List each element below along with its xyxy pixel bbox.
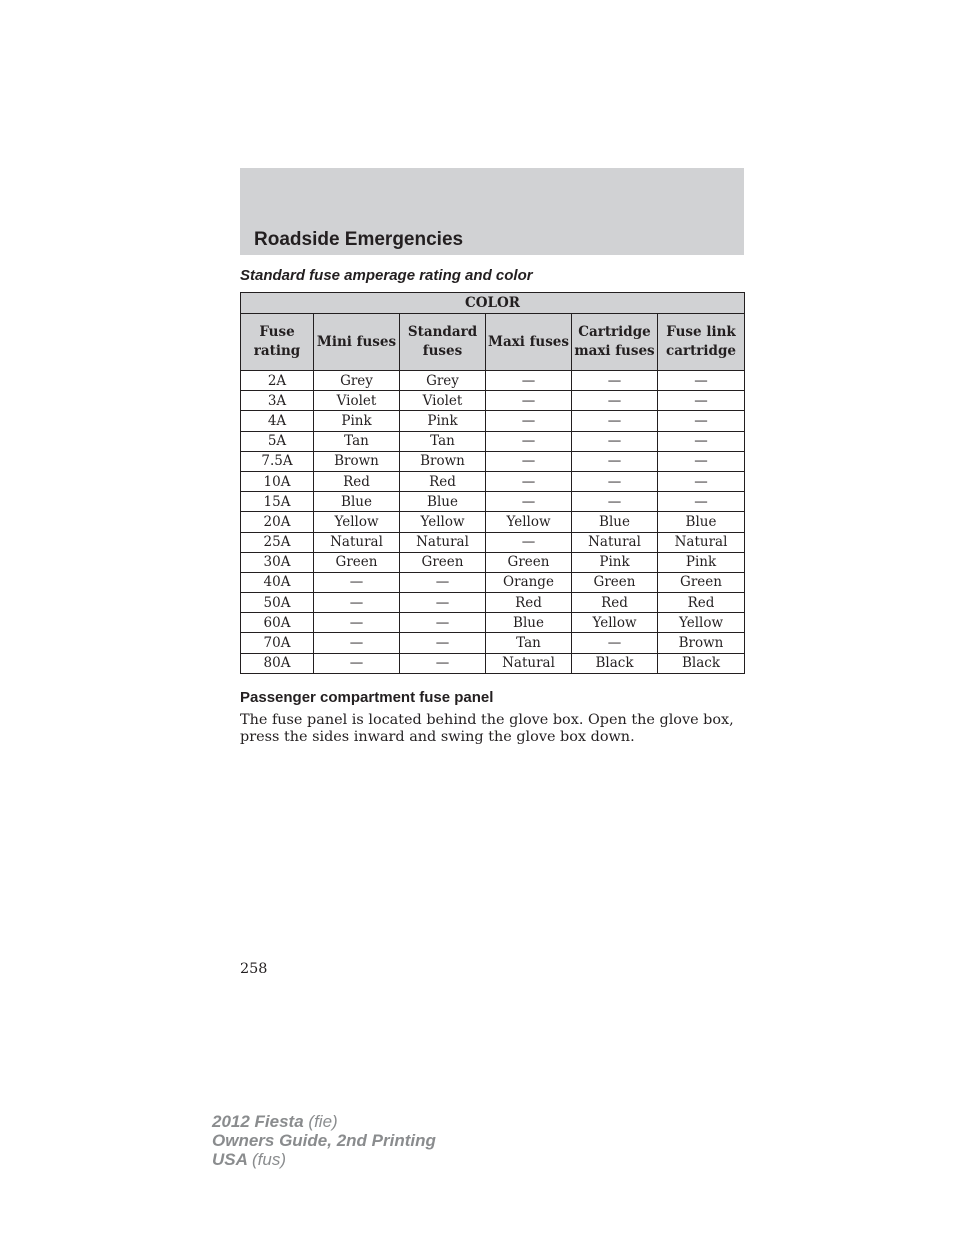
table-cell: Tan	[314, 431, 400, 451]
table-column-header-row	[241, 314, 745, 371]
table-cell: —	[486, 391, 572, 411]
table-cell: —	[572, 411, 658, 431]
table-cell: —	[572, 633, 658, 653]
table-cell: 3A	[241, 391, 314, 411]
passenger-fuse-panel-heading: Passenger compartment fuse panel	[240, 689, 494, 706]
table-cell: Yellow	[572, 613, 658, 633]
table-cell: —	[658, 371, 745, 391]
table-row	[241, 512, 745, 532]
table-cell: Black	[658, 653, 745, 673]
table-title: Standard fuse amperage rating and color	[240, 267, 533, 284]
table-row	[241, 371, 745, 391]
table-cell: Natural	[314, 532, 400, 552]
footer-line-1	[212, 1112, 436, 1131]
column-header-standard-fuses: Standard fuses	[400, 314, 486, 371]
footer-market-code: (fus)	[252, 1150, 286, 1169]
table-cell: Grey	[400, 371, 486, 391]
table-cell: —	[486, 411, 572, 431]
table-row	[241, 471, 745, 491]
section-title: Roadside Emergencies	[254, 229, 464, 250]
footer-line-3	[212, 1150, 436, 1169]
table-cell: Pink	[572, 552, 658, 572]
table-cell: Black	[572, 653, 658, 673]
table-row	[241, 391, 745, 411]
table-cell: —	[658, 411, 745, 431]
table-row	[241, 492, 745, 512]
table-cell: —	[314, 572, 400, 592]
table-cell: Red	[572, 593, 658, 613]
table-row	[241, 411, 745, 431]
column-header-fuse-rating: Fuse rating	[241, 314, 314, 371]
table-cell: —	[400, 633, 486, 653]
table-cell: Green	[658, 572, 745, 592]
footer-line-2: Owners Guide, 2nd Printing	[212, 1131, 436, 1150]
table-cell: Grey	[314, 371, 400, 391]
footer-market: USA	[212, 1150, 248, 1169]
table-row	[241, 431, 745, 451]
table-row	[241, 552, 745, 572]
table-cell: 4A	[241, 411, 314, 431]
table-cell: —	[400, 572, 486, 592]
table-cell: 30A	[241, 552, 314, 572]
column-header-cartridge-maxi-fuses: Cartridge maxi fuses	[572, 314, 658, 371]
table-cell: Blue	[314, 492, 400, 512]
table-cell: Blue	[400, 492, 486, 512]
document-footer	[212, 1112, 436, 1169]
table-cell: —	[486, 471, 572, 491]
table-cell: Green	[314, 552, 400, 572]
table-cell: Brown	[400, 451, 486, 471]
table-cell: —	[658, 492, 745, 512]
table-row	[241, 633, 745, 653]
table-body	[241, 371, 745, 674]
table-cell: —	[314, 593, 400, 613]
table-cell: —	[572, 431, 658, 451]
table-cell: Yellow	[314, 512, 400, 532]
table-cell: —	[486, 492, 572, 512]
table-cell: Brown	[314, 451, 400, 471]
table-cell: —	[486, 451, 572, 471]
table-cell: Natural	[658, 532, 745, 552]
table-cell: Yellow	[400, 512, 486, 532]
table-row	[241, 572, 745, 592]
table-cell: —	[658, 451, 745, 471]
footer-model-code: (fie)	[308, 1112, 338, 1131]
table-row	[241, 613, 745, 633]
table-cell: —	[658, 431, 745, 451]
table-cell: Natural	[572, 532, 658, 552]
footer-model: 2012 Fiesta	[212, 1112, 304, 1131]
passenger-fuse-panel-body: The fuse panel is located behind the glove box. Open the glove box, press the sides inward and swing the glove box down.	[240, 712, 734, 745]
table-cell: 40A	[241, 572, 314, 592]
table-cell: Green	[572, 572, 658, 592]
table-cell: Orange	[486, 572, 572, 592]
table-cell: Yellow	[486, 512, 572, 532]
table-cell: Violet	[400, 391, 486, 411]
table-cell: Pink	[400, 411, 486, 431]
color-group-header: COLOR	[241, 293, 745, 314]
table-cell: 25A	[241, 532, 314, 552]
table-cell: —	[572, 391, 658, 411]
table-cell: 60A	[241, 613, 314, 633]
table-cell: 20A	[241, 512, 314, 532]
table-cell: —	[486, 431, 572, 451]
table-cell: Yellow	[658, 613, 745, 633]
table-cell: —	[572, 371, 658, 391]
table-cell: Pink	[658, 552, 745, 572]
table-group-header-row	[241, 293, 745, 314]
table-cell: Pink	[314, 411, 400, 431]
table-cell: 5A	[241, 431, 314, 451]
table-cell: Tan	[400, 431, 486, 451]
table-cell: —	[572, 451, 658, 471]
table-cell: —	[400, 613, 486, 633]
table-cell: 7.5A	[241, 451, 314, 471]
table-cell: Natural	[486, 653, 572, 673]
table-cell: 10A	[241, 471, 314, 491]
table-cell: Green	[486, 552, 572, 572]
table-cell: —	[314, 653, 400, 673]
table-cell: —	[400, 593, 486, 613]
table-cell: 50A	[241, 593, 314, 613]
column-header-maxi-fuses: Maxi fuses	[486, 314, 572, 371]
table-cell: Red	[314, 471, 400, 491]
column-header-mini-fuses: Mini fuses	[314, 314, 400, 371]
table-cell: Red	[400, 471, 486, 491]
table-row	[241, 653, 745, 673]
table-cell: Red	[658, 593, 745, 613]
table-cell: Violet	[314, 391, 400, 411]
section-header-band	[240, 168, 744, 255]
table-cell: —	[400, 653, 486, 673]
table-cell: Natural	[400, 532, 486, 552]
table-cell: —	[658, 391, 745, 411]
table-cell: —	[486, 532, 572, 552]
table-cell: Blue	[658, 512, 745, 532]
fuse-color-table	[240, 292, 745, 674]
table-cell: 80A	[241, 653, 314, 673]
page-number: 258	[240, 961, 268, 977]
column-header-fuse-link-cartridge: Fuse link cartridge	[658, 314, 745, 371]
table-cell: —	[314, 633, 400, 653]
table-row	[241, 451, 745, 471]
table-cell: 70A	[241, 633, 314, 653]
table-cell: Tan	[486, 633, 572, 653]
table-cell: —	[572, 471, 658, 491]
table-cell: —	[486, 371, 572, 391]
table-cell: Brown	[658, 633, 745, 653]
table-row	[241, 593, 745, 613]
table-cell: Blue	[486, 613, 572, 633]
table-cell: Blue	[572, 512, 658, 532]
table-cell: Green	[400, 552, 486, 572]
table-cell: 15A	[241, 492, 314, 512]
table-row	[241, 532, 745, 552]
table-cell: —	[314, 613, 400, 633]
table-cell: Red	[486, 593, 572, 613]
table-cell: —	[572, 492, 658, 512]
table-cell: —	[658, 471, 745, 491]
table-cell: 2A	[241, 371, 314, 391]
